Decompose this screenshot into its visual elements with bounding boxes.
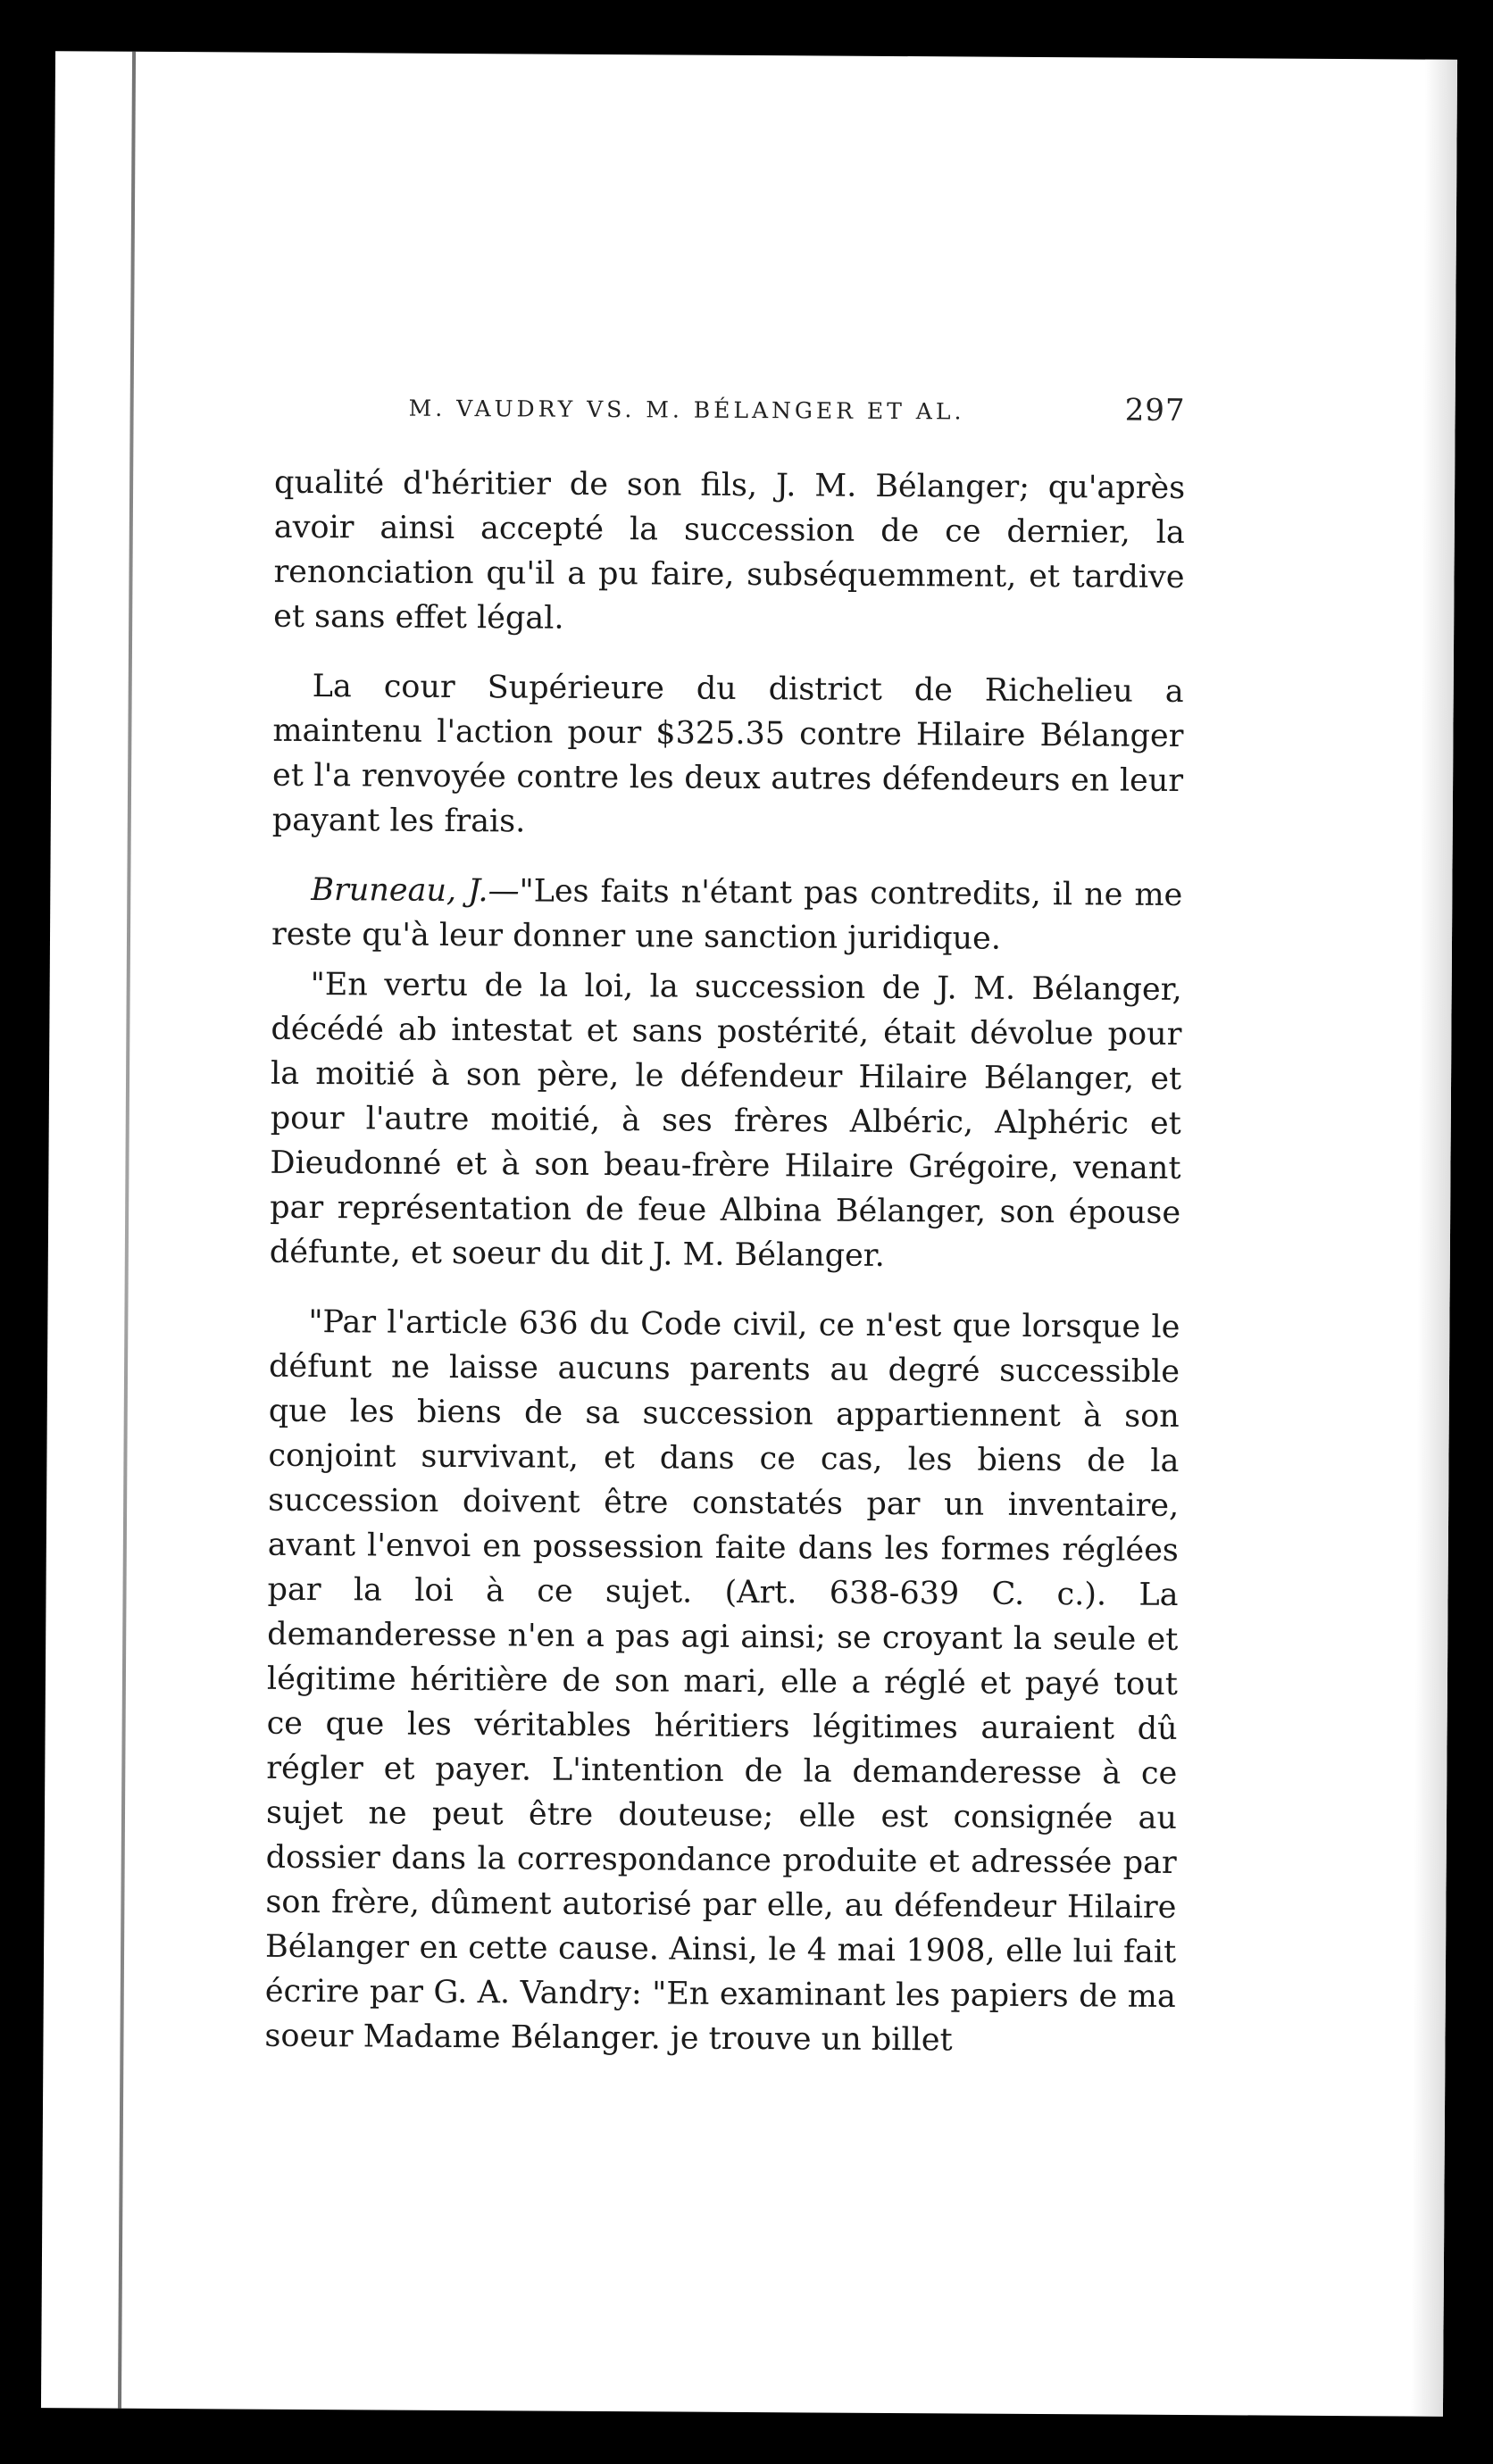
paragraph-continuation: qualité d'héritier de son fils, J. M. Bélanger; qu'après avoir ainsi accepté la succession de ce dernier, la renonciation qu'il a pu faire, subséquemment, et tardive et sans effet légal.	[273, 464, 1186, 637]
book-page	[41, 51, 1457, 2417]
judge-attribution: Bruneau, J.—	[311, 871, 520, 910]
paragraph-judgment-opening	[271, 868, 1183, 962]
judgment-opening-text: "Les faits n'étant pas contredits, il ne me reste qu'à leur donner une sanction juridique.	[271, 873, 1183, 957]
page-edge-shadow	[1411, 60, 1457, 2417]
page-gutter-line	[118, 52, 136, 2409]
page-number: 297	[1124, 392, 1186, 429]
paragraph-article-636: "Par l'article 636 du Code civil, ce n'est que lorsque le défunt ne laisse aucuns parents au degré successible que les biens de sa succession appartiennent à son conjoint survivant, et dans ce cas, les biens de la succession doivent être constatés par un inventaire, avant l'envoi en possession faite dans les formes réglées par la loi à ce sujet. (Art. 638-639 C. c.). La demanderesse n'en a pas agi ainsi; se croyant la seule et légitime héritière de son mari, elle a réglé et payé tout ce que les véritables héritiers légitimes auraient dû régler et payer. L'intention de la demanderesse à ce sujet ne peut être douteuse; elle est consignée au dossier dans la correspondance produite et adressée par son frère, dûment autorisé par elle, au défendeur Hilaire Bélanger en cette cause. Ainsi, le 4 mai 1908, elle lui fait écrire par G. A. Vandry: "En examinant les papiers de ma soeur Madame Bélanger. je trouve un billet	[264, 1303, 1180, 2059]
paragraph-succession: "En vertu de la loi, la succession de J. M. Bélanger, décédé ab intestat et sans postérité, était dévolue pour la moitié à son père, le défendeur Hilaire Bélanger, et pour l'autre moitié, à ses frères Albéric, Alphéric et Dieudonné et à son beau-frère Hilaire Grégoire, venant par représentation de feue Albina Bélanger, son épouse défunte, et soeur du dit J. M. Bélanger.	[269, 966, 1182, 1274]
running-header	[274, 383, 1185, 436]
paragraph-court-ruling: La cour Supérieure du district de Richelieu a maintenu l'action pour $325.35 contre Hilaire Bélanger et l'a renvoyée contre les deux autres défendeurs en leur payant les frais.	[271, 669, 1184, 840]
running-title: M. VAUDRY VS. M. BÉLANGER ET AL.	[408, 395, 965, 425]
page-text	[264, 383, 1186, 2089]
